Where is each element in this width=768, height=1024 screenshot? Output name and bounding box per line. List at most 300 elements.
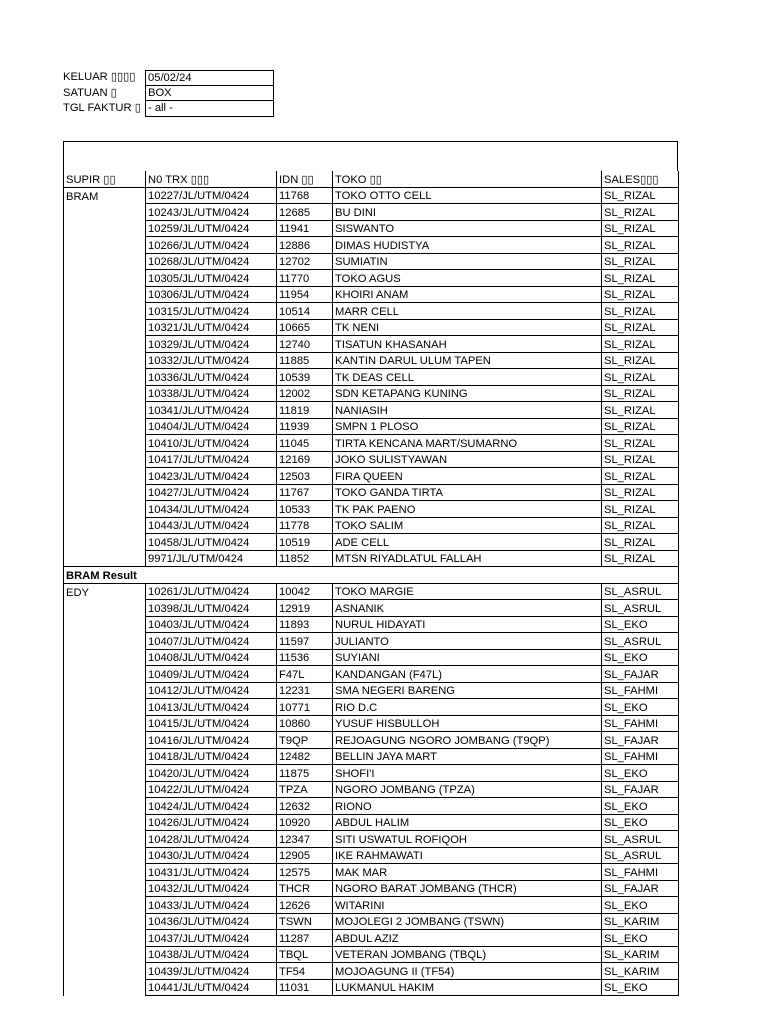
cell-supir[interactable]: EDY [64, 583, 146, 600]
table-row [64, 633, 679, 650]
cell-sales[interactable]: SL_RIZAL [602, 336, 679, 353]
cell-supir[interactable] [64, 633, 146, 650]
table-row [64, 649, 679, 666]
cell-idn[interactable]: 12575 [277, 864, 333, 881]
cell-trx[interactable]: 10432/JL/UTM/0424 [146, 880, 277, 897]
cell-sales[interactable]: SL_RIZAL [602, 468, 679, 485]
header-toko[interactable]: TOKO ▯▯ [333, 171, 602, 187]
table-row [64, 253, 679, 270]
group-result-row [64, 567, 679, 584]
cell-trx[interactable]: 10415/JL/UTM/0424 [146, 715, 277, 732]
cell-sales[interactable]: SL_RIZAL [602, 501, 679, 518]
cell-idn[interactable]: 12347 [277, 831, 333, 848]
cell-toko[interactable]: SDN KETAPANG KUNING [333, 385, 602, 402]
cell-toko[interactable]: MOJOAGUNG II (TF54) [333, 963, 602, 980]
cell-sales[interactable]: SL_RIZAL [602, 369, 679, 386]
cell-toko[interactable]: SUYIANI [333, 649, 602, 666]
cell-idn[interactable]: 10042 [277, 583, 333, 600]
cell-trx[interactable]: 10315/JL/UTM/0424 [146, 303, 277, 320]
cell-toko[interactable]: NURUL HIDAYATI [333, 616, 602, 633]
cell-sales[interactable]: SL_RIZAL [602, 220, 679, 237]
cell-supir[interactable]: BRAM [64, 187, 146, 204]
cell-sales[interactable]: SL_RIZAL [602, 451, 679, 468]
table-row [64, 385, 679, 402]
table-row [64, 946, 679, 963]
cell-toko[interactable]: BU DINI [333, 204, 602, 221]
cell-sales[interactable]: SL_FAJAR [602, 732, 679, 749]
cell-idn[interactable]: 10539 [277, 369, 333, 386]
cell-toko[interactable]: KHOIRI ANAM [333, 286, 602, 303]
cell-sales[interactable]: SL_RIZAL [602, 352, 679, 369]
cell-trx[interactable]: 10409/JL/UTM/0424 [146, 666, 277, 683]
cell-supir[interactable] [64, 286, 146, 303]
cell-supir[interactable] [64, 979, 146, 996]
cell-trx[interactable]: 10420/JL/UTM/0424 [146, 765, 277, 782]
cell-sales[interactable]: SL_RIZAL [602, 550, 679, 567]
cell-trx[interactable]: 10417/JL/UTM/0424 [146, 451, 277, 468]
cell-toko[interactable]: SITI USWATUL ROFIQOH [333, 831, 602, 848]
cell-sales[interactable]: SL_RIZAL [602, 418, 679, 435]
cell-toko[interactable]: ASNANIK [333, 600, 602, 617]
cell-toko[interactable]: WITARINI [333, 897, 602, 914]
table-row [64, 847, 679, 864]
cell-trx[interactable]: 10404/JL/UTM/0424 [146, 418, 277, 435]
cell-toko[interactable]: ABDUL HALIM [333, 814, 602, 831]
cell-sales[interactable]: SL_FAJAR [602, 880, 679, 897]
cell-sales[interactable]: SL_FAJAR [602, 666, 679, 683]
cell-supir[interactable] [64, 253, 146, 270]
table-row [64, 600, 679, 617]
cell-toko[interactable]: LUKMANUL HAKIM [333, 979, 602, 996]
table-row [64, 468, 679, 485]
filter-value[interactable]: - all - [145, 101, 274, 117]
cell-toko[interactable]: TOKO OTTO CELL [333, 187, 602, 204]
cell-sales[interactable]: SL_EKO [602, 765, 679, 782]
cell-supir[interactable] [64, 682, 146, 699]
cell-trx[interactable]: 10321/JL/UTM/0424 [146, 319, 277, 336]
cell-toko[interactable]: MARR CELL [333, 303, 602, 320]
group-result-label[interactable]: BRAM Result [64, 567, 146, 584]
cell-idn[interactable]: 11875 [277, 765, 333, 782]
cell-toko[interactable]: RIO D.C [333, 699, 602, 716]
table-row [64, 517, 679, 534]
cell-supir[interactable] [64, 732, 146, 749]
filter-value[interactable]: 05/02/24 [145, 70, 274, 86]
cell-idn[interactable]: 11768 [277, 187, 333, 204]
cell-idn[interactable]: 10920 [277, 814, 333, 831]
cell-supir[interactable] [64, 369, 146, 386]
cell-trx[interactable]: 10433/JL/UTM/0424 [146, 897, 277, 914]
cell-sales[interactable]: SL_ASRUL [602, 583, 679, 600]
cell-sales[interactable]: SL_RIZAL [602, 435, 679, 452]
cell-idn[interactable]: 11954 [277, 286, 333, 303]
cell-toko[interactable]: TOKO SALIM [333, 517, 602, 534]
cell-sales[interactable]: SL_RIZAL [602, 270, 679, 287]
cell-supir[interactable] [64, 435, 146, 452]
cell-supir[interactable] [64, 913, 146, 930]
cell-toko[interactable]: TOKO AGUS [333, 270, 602, 287]
table-row [64, 336, 679, 353]
cell-toko[interactable]: MAK MAR [333, 864, 602, 881]
cell-trx[interactable]: 10423/JL/UTM/0424 [146, 468, 277, 485]
filter-label: SATUAN ▯ [63, 86, 117, 99]
table-row [64, 682, 679, 699]
cell-idn[interactable]: 12919 [277, 600, 333, 617]
cell-idn[interactable]: 12169 [277, 451, 333, 468]
table-row [64, 765, 679, 782]
cell-supir[interactable] [64, 451, 146, 468]
cell-idn[interactable]: 12002 [277, 385, 333, 402]
cell-sales[interactable]: SL_EKO [602, 897, 679, 914]
cell-toko[interactable]: SISWANTO [333, 220, 602, 237]
cell-supir[interactable] [64, 963, 146, 980]
cell-sales[interactable]: SL_EKO [602, 814, 679, 831]
cell-idn[interactable]: 11885 [277, 352, 333, 369]
table-row [64, 732, 679, 749]
cell-trx[interactable]: 10428/JL/UTM/0424 [146, 831, 277, 848]
cell-trx[interactable]: 10407/JL/UTM/0424 [146, 633, 277, 650]
cell-trx[interactable]: 10418/JL/UTM/0424 [146, 748, 277, 765]
cell-trx[interactable]: 10412/JL/UTM/0424 [146, 682, 277, 699]
cell-trx[interactable]: 10336/JL/UTM/0424 [146, 369, 277, 386]
table-row [64, 583, 679, 600]
cell-sales[interactable]: SL_RIZAL [602, 385, 679, 402]
cell-supir[interactable] [64, 352, 146, 369]
table-row [64, 501, 679, 518]
cell-sales[interactable]: SL_EKO [602, 798, 679, 815]
cell-supir[interactable] [64, 303, 146, 320]
cell-toko[interactable]: RIONO [333, 798, 602, 815]
cell-trx[interactable]: 10441/JL/UTM/0424 [146, 979, 277, 996]
cell-sales[interactable]: SL_RIZAL [602, 319, 679, 336]
cell-toko[interactable]: NANIASIH [333, 402, 602, 419]
cell-sales[interactable]: SL_EKO [602, 699, 679, 716]
cell-toko[interactable]: JOKO SULISTYAWAN [333, 451, 602, 468]
cell-supir[interactable] [64, 270, 146, 287]
cell-sales[interactable]: SL_ASRUL [602, 633, 679, 650]
cell-supir[interactable] [64, 468, 146, 485]
cell-idn[interactable]: 10665 [277, 319, 333, 336]
cell-idn[interactable]: 11767 [277, 484, 333, 501]
cell-toko[interactable]: TIRTA KENCANA MART/SUMARNO [333, 435, 602, 452]
table-row [64, 616, 679, 633]
cell-supir[interactable] [64, 666, 146, 683]
cell-sales[interactable]: SL_ASRUL [602, 831, 679, 848]
filter-value[interactable]: BOX [145, 86, 274, 102]
cell-sales[interactable]: SL_EKO [602, 979, 679, 996]
table-row [64, 963, 679, 980]
cell-supir[interactable] [64, 864, 146, 881]
cell-supir[interactable] [64, 237, 146, 254]
table-row [64, 798, 679, 815]
cell-supir[interactable] [64, 781, 146, 798]
cell-trx[interactable]: 10427/JL/UTM/0424 [146, 484, 277, 501]
cell-trx[interactable]: 10403/JL/UTM/0424 [146, 616, 277, 633]
cell-trx[interactable]: 10426/JL/UTM/0424 [146, 814, 277, 831]
cell-idn[interactable]: THCR [277, 880, 333, 897]
table-row [64, 352, 679, 369]
cell-trx[interactable]: 10266/JL/UTM/0424 [146, 237, 277, 254]
cell-idn[interactable]: 11941 [277, 220, 333, 237]
cell-toko[interactable]: TK DEAS CELL [333, 369, 602, 386]
cell-supir[interactable] [64, 336, 146, 353]
cell-sales[interactable]: SL_RIZAL [602, 204, 679, 221]
cell-sales[interactable]: SL_RIZAL [602, 253, 679, 270]
cell-trx[interactable]: 10458/JL/UTM/0424 [146, 534, 277, 551]
cell-sales[interactable]: SL_RIZAL [602, 534, 679, 551]
cell-supir[interactable] [64, 385, 146, 402]
cell-idn[interactable]: T9QP [277, 732, 333, 749]
cell-idn[interactable]: F47L [277, 666, 333, 683]
cell-supir[interactable] [64, 550, 146, 567]
cell-supir[interactable] [64, 765, 146, 782]
cell-idn[interactable]: 10860 [277, 715, 333, 732]
table-row [64, 451, 679, 468]
cell-trx[interactable]: 10261/JL/UTM/0424 [146, 583, 277, 600]
cell-supir[interactable] [64, 715, 146, 732]
table-row [64, 220, 679, 237]
cell-toko[interactable]: BELLIN JAYA MART [333, 748, 602, 765]
cell-toko[interactable]: SHOFI'I [333, 765, 602, 782]
table-row [64, 237, 679, 254]
cell-supir[interactable] [64, 319, 146, 336]
cell-supir[interactable] [64, 897, 146, 914]
header-sales[interactable]: SALES▯▯▯ [602, 171, 679, 187]
cell-idn[interactable]: 11536 [277, 649, 333, 666]
cell-supir[interactable] [64, 402, 146, 419]
cell-toko[interactable]: JULIANTO [333, 633, 602, 650]
cell-sales[interactable]: SL_RIZAL [602, 237, 679, 254]
cell-idn[interactable]: 12740 [277, 336, 333, 353]
cell-idn[interactable]: 10519 [277, 534, 333, 551]
cell-toko[interactable]: NGORO JOMBANG (TPZA) [333, 781, 602, 798]
table-row [64, 748, 679, 765]
cell-toko[interactable]: TOKO GANDA TIRTA [333, 484, 602, 501]
cell-trx[interactable]: 10329/JL/UTM/0424 [146, 336, 277, 353]
cell-toko[interactable]: VETERAN JOMBANG (TBQL) [333, 946, 602, 963]
cell-sales[interactable]: SL_EKO [602, 930, 679, 947]
cell-toko[interactable]: IKE RAHMAWATI [333, 847, 602, 864]
cell-idn[interactable]: 11045 [277, 435, 333, 452]
table-row [64, 534, 679, 551]
cell-toko[interactable]: SMPN 1 PLOSO [333, 418, 602, 435]
cell-idn[interactable]: TBQL [277, 946, 333, 963]
table-row [64, 913, 679, 930]
cell-idn[interactable]: 12231 [277, 682, 333, 699]
cell-idn[interactable]: 11852 [277, 550, 333, 567]
cell-supir[interactable] [64, 220, 146, 237]
delivery-table [63, 171, 679, 996]
cell-idn[interactable]: 12482 [277, 748, 333, 765]
group-result-fill [146, 567, 679, 584]
cell-supir[interactable] [64, 616, 146, 633]
cell-supir[interactable] [64, 831, 146, 848]
cell-sales[interactable]: SL_EKO [602, 649, 679, 666]
table-row [64, 435, 679, 452]
cell-sales[interactable]: SL_FAJAR [602, 781, 679, 798]
cell-toko[interactable]: KANTIN DARUL ULUM TAPEN [333, 352, 602, 369]
cell-supir[interactable] [64, 204, 146, 221]
cell-supir[interactable] [64, 484, 146, 501]
cell-sales[interactable]: SL_RIZAL [602, 286, 679, 303]
cell-toko[interactable]: DIMAS HUDISTYA [333, 237, 602, 254]
cell-toko[interactable]: MTSN RIYADLATUL FALLAH [333, 550, 602, 567]
table-row [64, 550, 679, 567]
cell-toko[interactable]: ABDUL AZIZ [333, 930, 602, 947]
cell-idn[interactable]: 12685 [277, 204, 333, 221]
cell-toko[interactable]: REJOAGUNG NGORO JOMBANG (T9QP) [333, 732, 602, 749]
cell-trx[interactable]: 10434/JL/UTM/0424 [146, 501, 277, 518]
table-row [64, 204, 679, 221]
table-row [64, 930, 679, 947]
filter-label: KELUAR ▯▯▯▯ [63, 71, 136, 83]
cell-trx[interactable]: 10424/JL/UTM/0424 [146, 798, 277, 815]
cell-idn[interactable]: 10771 [277, 699, 333, 716]
cell-supir[interactable] [64, 600, 146, 617]
cell-supir[interactable] [64, 748, 146, 765]
table-row [64, 699, 679, 716]
cell-trx[interactable]: 10332/JL/UTM/0424 [146, 352, 277, 369]
cell-toko[interactable]: MOJOLEGI 2 JOMBANG (TSWN) [333, 913, 602, 930]
cell-toko[interactable]: SUMIATIN [333, 253, 602, 270]
cell-trx[interactable]: 10437/JL/UTM/0424 [146, 930, 277, 947]
cell-trx[interactable]: 10431/JL/UTM/0424 [146, 864, 277, 881]
cell-supir[interactable] [64, 798, 146, 815]
cell-sales[interactable]: SL_RIZAL [602, 303, 679, 320]
table-row [64, 715, 679, 732]
cell-supir[interactable] [64, 534, 146, 551]
cell-trx[interactable]: 10416/JL/UTM/0424 [146, 732, 277, 749]
cell-idn[interactable]: 12905 [277, 847, 333, 864]
cell-trx[interactable]: 10243/JL/UTM/0424 [146, 204, 277, 221]
cell-trx[interactable]: 10305/JL/UTM/0424 [146, 270, 277, 287]
cell-sales[interactable]: SL_FAHMI [602, 864, 679, 881]
cell-idn[interactable]: 12886 [277, 237, 333, 254]
cell-idn[interactable]: 10533 [277, 501, 333, 518]
cell-toko[interactable]: SMA NEGERI BARENG [333, 682, 602, 699]
cell-trx[interactable]: 10422/JL/UTM/0424 [146, 781, 277, 798]
table-row [64, 666, 679, 683]
cell-trx[interactable]: 10268/JL/UTM/0424 [146, 253, 277, 270]
header-supir[interactable]: SUPIR ▯▯ [64, 171, 146, 187]
cell-idn[interactable]: 11770 [277, 270, 333, 287]
cell-sales[interactable]: SL_EKO [602, 616, 679, 633]
header-idn[interactable]: IDN ▯▯ [277, 171, 333, 187]
table-row [64, 187, 679, 204]
cell-idn[interactable]: 11893 [277, 616, 333, 633]
cell-idn[interactable]: TSWN [277, 913, 333, 930]
cell-supir[interactable] [64, 930, 146, 947]
cell-trx[interactable]: 10341/JL/UTM/0424 [146, 402, 277, 419]
cell-trx[interactable]: 10443/JL/UTM/0424 [146, 517, 277, 534]
cell-idn[interactable]: 12626 [277, 897, 333, 914]
cell-trx[interactable]: 9971/JL/UTM/0424 [146, 550, 277, 567]
filter-label: TGL FAKTUR ▯ [63, 102, 141, 114]
cell-idn[interactable]: TF54 [277, 963, 333, 980]
cell-supir[interactable] [64, 501, 146, 518]
cell-supir[interactable] [64, 946, 146, 963]
cell-sales[interactable]: SL_RIZAL [602, 517, 679, 534]
cell-sales[interactable]: SL_FAHMI [602, 682, 679, 699]
cell-trx[interactable]: 10227/JL/UTM/0424 [146, 187, 277, 204]
cell-toko[interactable]: TK NENI [333, 319, 602, 336]
cell-trx[interactable]: 10408/JL/UTM/0424 [146, 649, 277, 666]
cell-idn[interactable]: 12503 [277, 468, 333, 485]
table-row [64, 418, 679, 435]
table-row [64, 270, 679, 287]
cell-sales[interactable]: SL_RIZAL [602, 402, 679, 419]
cell-trx[interactable]: 10410/JL/UTM/0424 [146, 435, 277, 452]
cell-trx[interactable]: 10259/JL/UTM/0424 [146, 220, 277, 237]
cell-trx[interactable]: 10439/JL/UTM/0424 [146, 963, 277, 980]
cell-sales[interactable]: SL_FAHMI [602, 715, 679, 732]
cell-toko[interactable]: ADE CELL [333, 534, 602, 551]
cell-sales[interactable]: SL_KARIM [602, 946, 679, 963]
cell-idn[interactable]: 12632 [277, 798, 333, 815]
table-row [64, 369, 679, 386]
cell-supir[interactable] [64, 847, 146, 864]
cell-toko[interactable]: TISATUN KHASANAH [333, 336, 602, 353]
cell-idn[interactable]: 12702 [277, 253, 333, 270]
cell-toko[interactable]: TK PAK PAENO [333, 501, 602, 518]
cell-idn[interactable]: 11819 [277, 402, 333, 419]
cell-supir[interactable] [64, 699, 146, 716]
cell-toko[interactable]: KANDANGAN (F47L) [333, 666, 602, 683]
table-header-row [64, 171, 679, 187]
cell-idn[interactable]: 11597 [277, 633, 333, 650]
cell-trx[interactable]: 10438/JL/UTM/0424 [146, 946, 277, 963]
cell-idn[interactable]: 11287 [277, 930, 333, 947]
cell-idn[interactable]: 11778 [277, 517, 333, 534]
table-title-area [63, 141, 678, 171]
cell-trx[interactable]: 10306/JL/UTM/0424 [146, 286, 277, 303]
cell-supir[interactable] [64, 880, 146, 897]
cell-supir[interactable] [64, 517, 146, 534]
cell-sales[interactable]: SL_ASRUL [602, 847, 679, 864]
header-trx[interactable]: N0 TRX ▯▯▯ [146, 171, 277, 187]
cell-toko[interactable]: TOKO MARGIE [333, 583, 602, 600]
cell-sales[interactable]: SL_RIZAL [602, 484, 679, 501]
table-row [64, 781, 679, 798]
cell-supir[interactable] [64, 814, 146, 831]
cell-supir[interactable] [64, 649, 146, 666]
table-row [64, 319, 679, 336]
table-row [64, 880, 679, 897]
cell-sales[interactable]: SL_KARIM [602, 913, 679, 930]
cell-toko[interactable]: FIRA QUEEN [333, 468, 602, 485]
cell-toko[interactable]: NGORO BARAT JOMBANG (THCR) [333, 880, 602, 897]
cell-supir[interactable] [64, 418, 146, 435]
cell-sales[interactable]: SL_FAHMI [602, 748, 679, 765]
table-row [64, 303, 679, 320]
table-row [64, 831, 679, 848]
cell-trx[interactable]: 10413/JL/UTM/0424 [146, 699, 277, 716]
cell-sales[interactable]: SL_KARIM [602, 963, 679, 980]
cell-toko[interactable]: YUSUF HISBULLOH [333, 715, 602, 732]
cell-trx[interactable]: 10436/JL/UTM/0424 [146, 913, 277, 930]
cell-trx[interactable]: 10338/JL/UTM/0424 [146, 385, 277, 402]
cell-idn[interactable]: 11031 [277, 979, 333, 996]
table-row [64, 402, 679, 419]
cell-idn[interactable]: TPZA [277, 781, 333, 798]
cell-idn[interactable]: 10514 [277, 303, 333, 320]
cell-sales[interactable]: SL_ASRUL [602, 600, 679, 617]
table-row [64, 979, 679, 996]
cell-idn[interactable]: 11939 [277, 418, 333, 435]
cell-sales[interactable]: SL_RIZAL [602, 187, 679, 204]
cell-trx[interactable]: 10398/JL/UTM/0424 [146, 600, 277, 617]
cell-trx[interactable]: 10430/JL/UTM/0424 [146, 847, 277, 864]
